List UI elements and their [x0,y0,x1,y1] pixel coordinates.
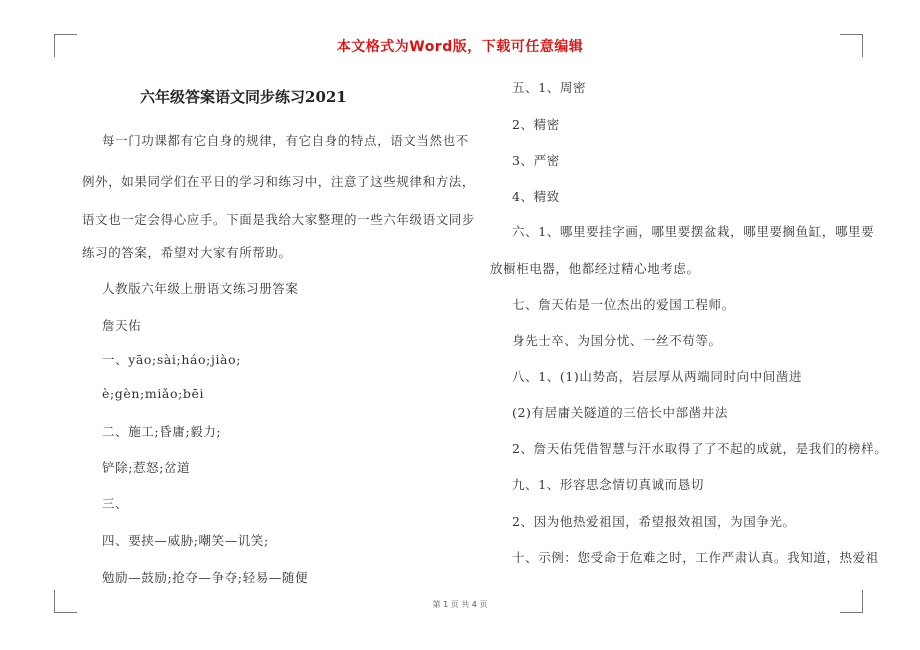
answer-line: 身先士卒、为国分忧、一丝不苟等。 [512,333,722,348]
section-heading: 人教版六年级上册语文练习册答案 [102,281,299,296]
answer-line: 4、精致 [512,189,560,204]
paragraph-line: 例外，如果同学们在平日的学习和练习中，注意了这些规律和方法， [82,174,476,189]
page-number: 第 1 页 共 4 页 [432,600,488,609]
lesson-title: 詹天佑 [102,318,142,333]
answer-line: 二、施工;昏庸;毅力; [102,424,222,439]
answer-line: 十、示例：您受命于危难之时，工作严肃认真。我知道，热爱祖 [512,550,879,565]
answer-line: 铲除;惹怒;岔道 [102,460,191,475]
paragraph-line: 语文也一定会得心应手。下面是我给大家整理的一些六年级语文同步 [82,212,476,227]
answer-line: 2、精密 [512,117,560,132]
answer-line: (2)有居庸关隧道的三倍长中部凿井法 [512,405,729,420]
answer-line: 五、1、周密 [512,80,587,95]
paragraph-line: 每一门功课都有它自身的规律，有它自身的特点，语文当然也不 [102,133,469,148]
paragraph-line: 练习的答案，希望对大家有所帮助。 [82,245,292,260]
answer-line: 四、要挟—威胁;嘲笑—讥笑; [102,533,269,548]
answer-line: 放橱柜电器，他都经过精心地考虑。 [490,261,700,276]
answer-line: 七、詹天佑是一位杰出的爱国工程师。 [512,297,735,312]
answer-line: è;gèn;miǎo;bēi [102,386,205,401]
answer-line: 三、 [102,496,129,511]
answer-line: 2、詹天佑凭借智慧与汗水取得了了不起的成就，是我们的榜样。 [512,441,888,456]
document-title: 六年级答案语文同步练习2021 [140,88,347,106]
answer-line: 2、因为他热爱祖国，希望报效祖国，为国争光。 [512,514,796,529]
format-banner: 本文格式为Word版，下载可任意编辑 [336,39,584,55]
answer-line: 九、1、形容思念情切真诚而恳切 [512,477,704,492]
answer-line: 八、1、(1)山势高，岩层厚从两端同时向中间凿进 [512,369,803,384]
answer-line: 勉励—鼓励;抢夺—争夺;轻易—随便 [102,570,309,585]
answer-line: 一、yāo;sài;háo;jiào; [102,352,242,367]
answer-line: 六、1、哪里要挂字画，哪里要摆盆栽，哪里要搁鱼缸，哪里要 [512,224,875,239]
answer-line: 3、严密 [512,153,560,168]
